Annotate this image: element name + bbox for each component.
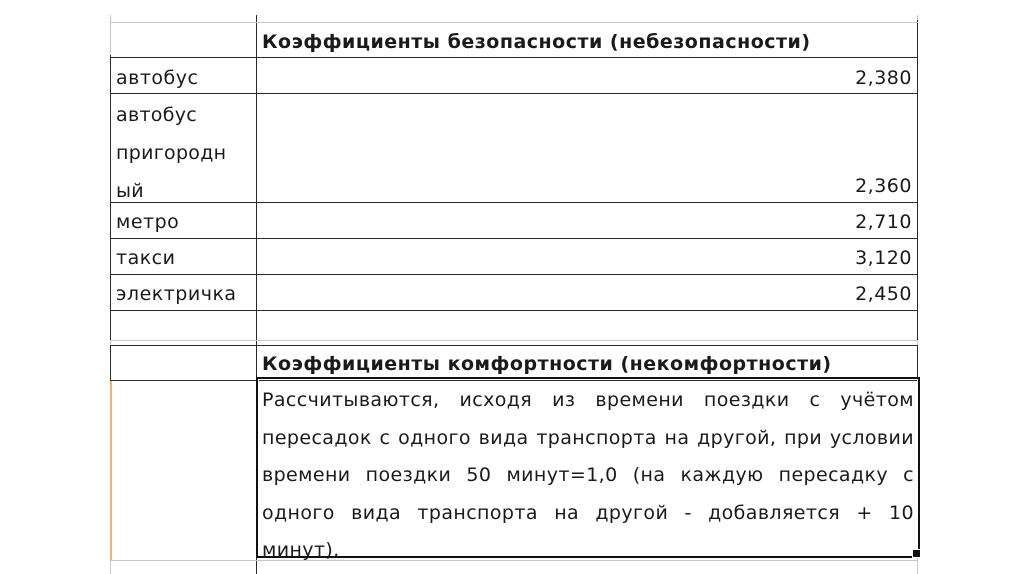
grid-line xyxy=(917,345,918,377)
grid-line xyxy=(110,380,112,560)
row-value[interactable]: 2,380 xyxy=(855,67,912,89)
grid-line xyxy=(110,345,111,380)
grid-line xyxy=(110,340,918,341)
row-label-line: автобус xyxy=(116,104,198,126)
row-label-line: ый xyxy=(116,180,144,202)
comfort-header[interactable]: Коэффициенты комфортности (некомфортности) xyxy=(262,353,832,375)
row-value[interactable]: 3,120 xyxy=(855,247,912,269)
row-label[interactable] xyxy=(116,96,254,210)
row-value[interactable]: 2,450 xyxy=(855,283,912,305)
row-label[interactable]: электричка xyxy=(116,283,237,305)
grid-line xyxy=(110,274,918,275)
grid-line xyxy=(110,22,918,23)
row-label[interactable]: метро xyxy=(116,211,180,233)
grid-line xyxy=(110,93,918,94)
grid-line xyxy=(110,57,918,58)
safety-header[interactable]: Коэффициенты безопасности (небезопасности) xyxy=(262,31,811,53)
grid-line xyxy=(110,55,111,340)
row-value[interactable]: 2,710 xyxy=(855,211,912,233)
grid-line xyxy=(110,345,918,346)
row-label[interactable]: автобус xyxy=(116,67,199,89)
fill-handle[interactable] xyxy=(912,549,921,558)
row-label[interactable]: такси xyxy=(116,247,176,269)
grid-line xyxy=(110,310,918,311)
grid-line xyxy=(110,238,918,239)
row-label-line: пригородн xyxy=(116,142,227,164)
row-value[interactable]: 2,360 xyxy=(855,175,912,197)
comfort-description[interactable]: Рассчитываются, исходя из времени поездки с учётом пересадок с одного вида транспорта на другой, при условии времени поездки 50 минут=1,0 (на каждую пересадку с одного вида транспорта на другой - добавляется + 10 минут). xyxy=(262,389,914,561)
grid-line xyxy=(917,20,918,340)
grid-line xyxy=(110,560,918,561)
